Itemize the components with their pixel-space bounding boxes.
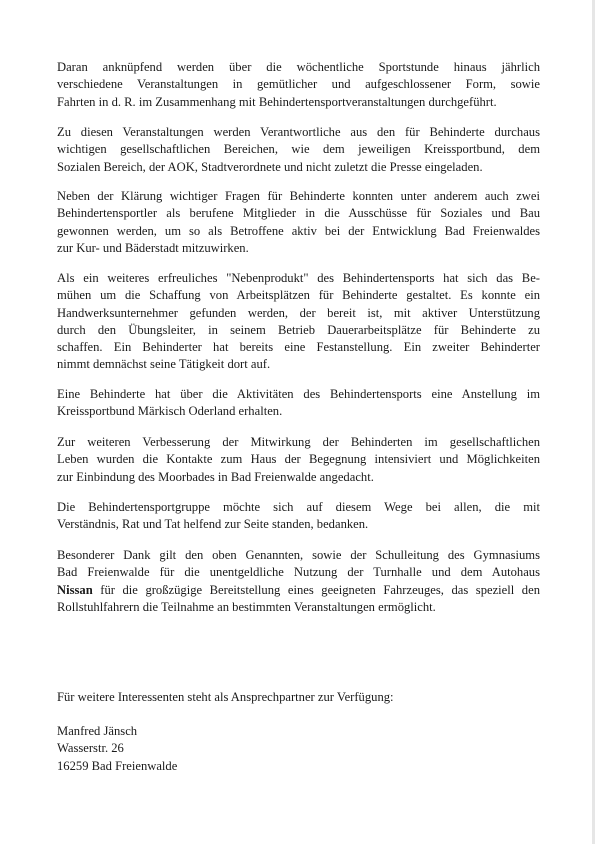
contact-name: Manfred Jänsch — [57, 724, 138, 738]
text-line: Zur weiteren Verbesserung der Mitwirkung der Behinderten im gesellschaftlichen — [57, 435, 540, 449]
brand-name: Nissan — [57, 582, 93, 597]
text-line: Bad Freienwalde für die unentgeldliche Nutzung der Turnhalle und dem Autohaus — [57, 565, 540, 580]
text-line: verschiedene Veranstaltungen in gemütlicher und aufgeschlossener Form, sowie — [57, 77, 540, 92]
paragraph-jobs — [57, 270, 540, 374]
text-line: schaffen. Ein Behinderter hat bereits eine Festanstellung. Ein zweiter Behinderter — [57, 340, 540, 355]
paragraph-committees — [57, 188, 540, 257]
text-line: Rollstuhlfahrern die Teilnahme an bestimmten Veranstaltungen ermöglicht. — [57, 599, 436, 614]
text-line: Die Behindertensportgruppe möchte sich auf diesem Wege bei allen, die mit — [57, 500, 540, 514]
text-line: wichtigen gesellschaftlichen Bereichen, wie dem jeweiligen Kreissportbund, dem — [57, 142, 540, 157]
paragraph-events — [57, 59, 540, 111]
text-line: mühen um die Schaffung von Arbeitsplätzen für Behinderte gestaltet. Es konnte ein — [57, 288, 540, 303]
paragraph-special-thanks — [57, 547, 540, 616]
contact-address — [57, 723, 177, 775]
text-line: durch den Übungsleiter, in seinem Betrieb Dauerarbeitsplätze für Behinderte zu — [57, 322, 540, 337]
paragraph-invitations — [57, 124, 540, 176]
text-line: nimmt demnächst seine Tätigkeit dort auf. — [57, 357, 271, 372]
text-line: zur Kur- und Bäderstadt mitzuwirken. — [57, 240, 249, 255]
text-line: zur Einbindung des Moorbades in Bad Freienwalde angedacht. — [57, 469, 374, 484]
text-line: Leben wurden die Kontakte zum Haus der Begegnung intensiviert und Möglichkeiten — [57, 452, 540, 467]
text-line: Zu diesen Veranstaltungen werden Verantwortliche aus den für Behinderte durchaus — [57, 125, 540, 139]
text-line: Handwerksunternehmer gefunden werden, der bereit ist, mit aktiver Unterstützung — [57, 305, 540, 320]
text-line: gewonnen werden, um so als Betroffene aktiv bei der Entwicklung Bad Freienwaldes — [57, 223, 540, 238]
paragraph-employment — [57, 386, 540, 421]
text-line: Verständnis, Rat und Tat helfend zur Seite standen, bedanken. — [57, 517, 369, 532]
text-line: Besonderer Dank gilt den oben Genannten, sowie der Schulleitung des Gymnasiums — [57, 548, 540, 562]
contact-street: Wasserstr. 26 — [57, 741, 124, 756]
text-line: Als ein weiteres erfreuliches "Nebenprodukt" des Behindertensports hat sich das Be- — [57, 271, 540, 285]
brand-line-rest: für die großzügige Bereitstellung eines geeigneten Fahrzeuges, das speziell den — [92, 582, 540, 597]
paragraph-participation — [57, 434, 540, 486]
text-line: Behindertensportler als berufene Mitglieder in die Ausschüsse für Soziales und Bau — [57, 206, 540, 221]
contact-city: 16259 Bad Freienwalde — [57, 758, 178, 773]
text-line: Kreissportbund Märkisch Oderland erhalten. — [57, 404, 283, 419]
text-line: Neben der Klärung wichtiger Fragen für Behinderte konnten unter anderem auch zwei — [57, 189, 540, 203]
paragraph-gratitude — [57, 499, 540, 534]
contact-intro: Für weitere Interessenten steht als Ansprechpartner zur Verfügung: — [57, 690, 394, 704]
text-line: Daran anknüpfend werden über die wöchentliche Sportstunde hinaus jährlich — [57, 60, 540, 74]
text-line: Fahrten in d. R. im Zusammenhang mit Behindertensportveranstaltungen durchgeführt. — [57, 94, 497, 109]
text-line: Sozialen Bereich, der AOK, Stadtverordnete und nicht zuletzt die Presse eingeladen. — [57, 159, 483, 174]
text-line: Eine Behinderte hat über die Aktivitäten des Behindertensports eine Anstellung im — [57, 387, 540, 401]
text-line-brand — [57, 582, 540, 599]
